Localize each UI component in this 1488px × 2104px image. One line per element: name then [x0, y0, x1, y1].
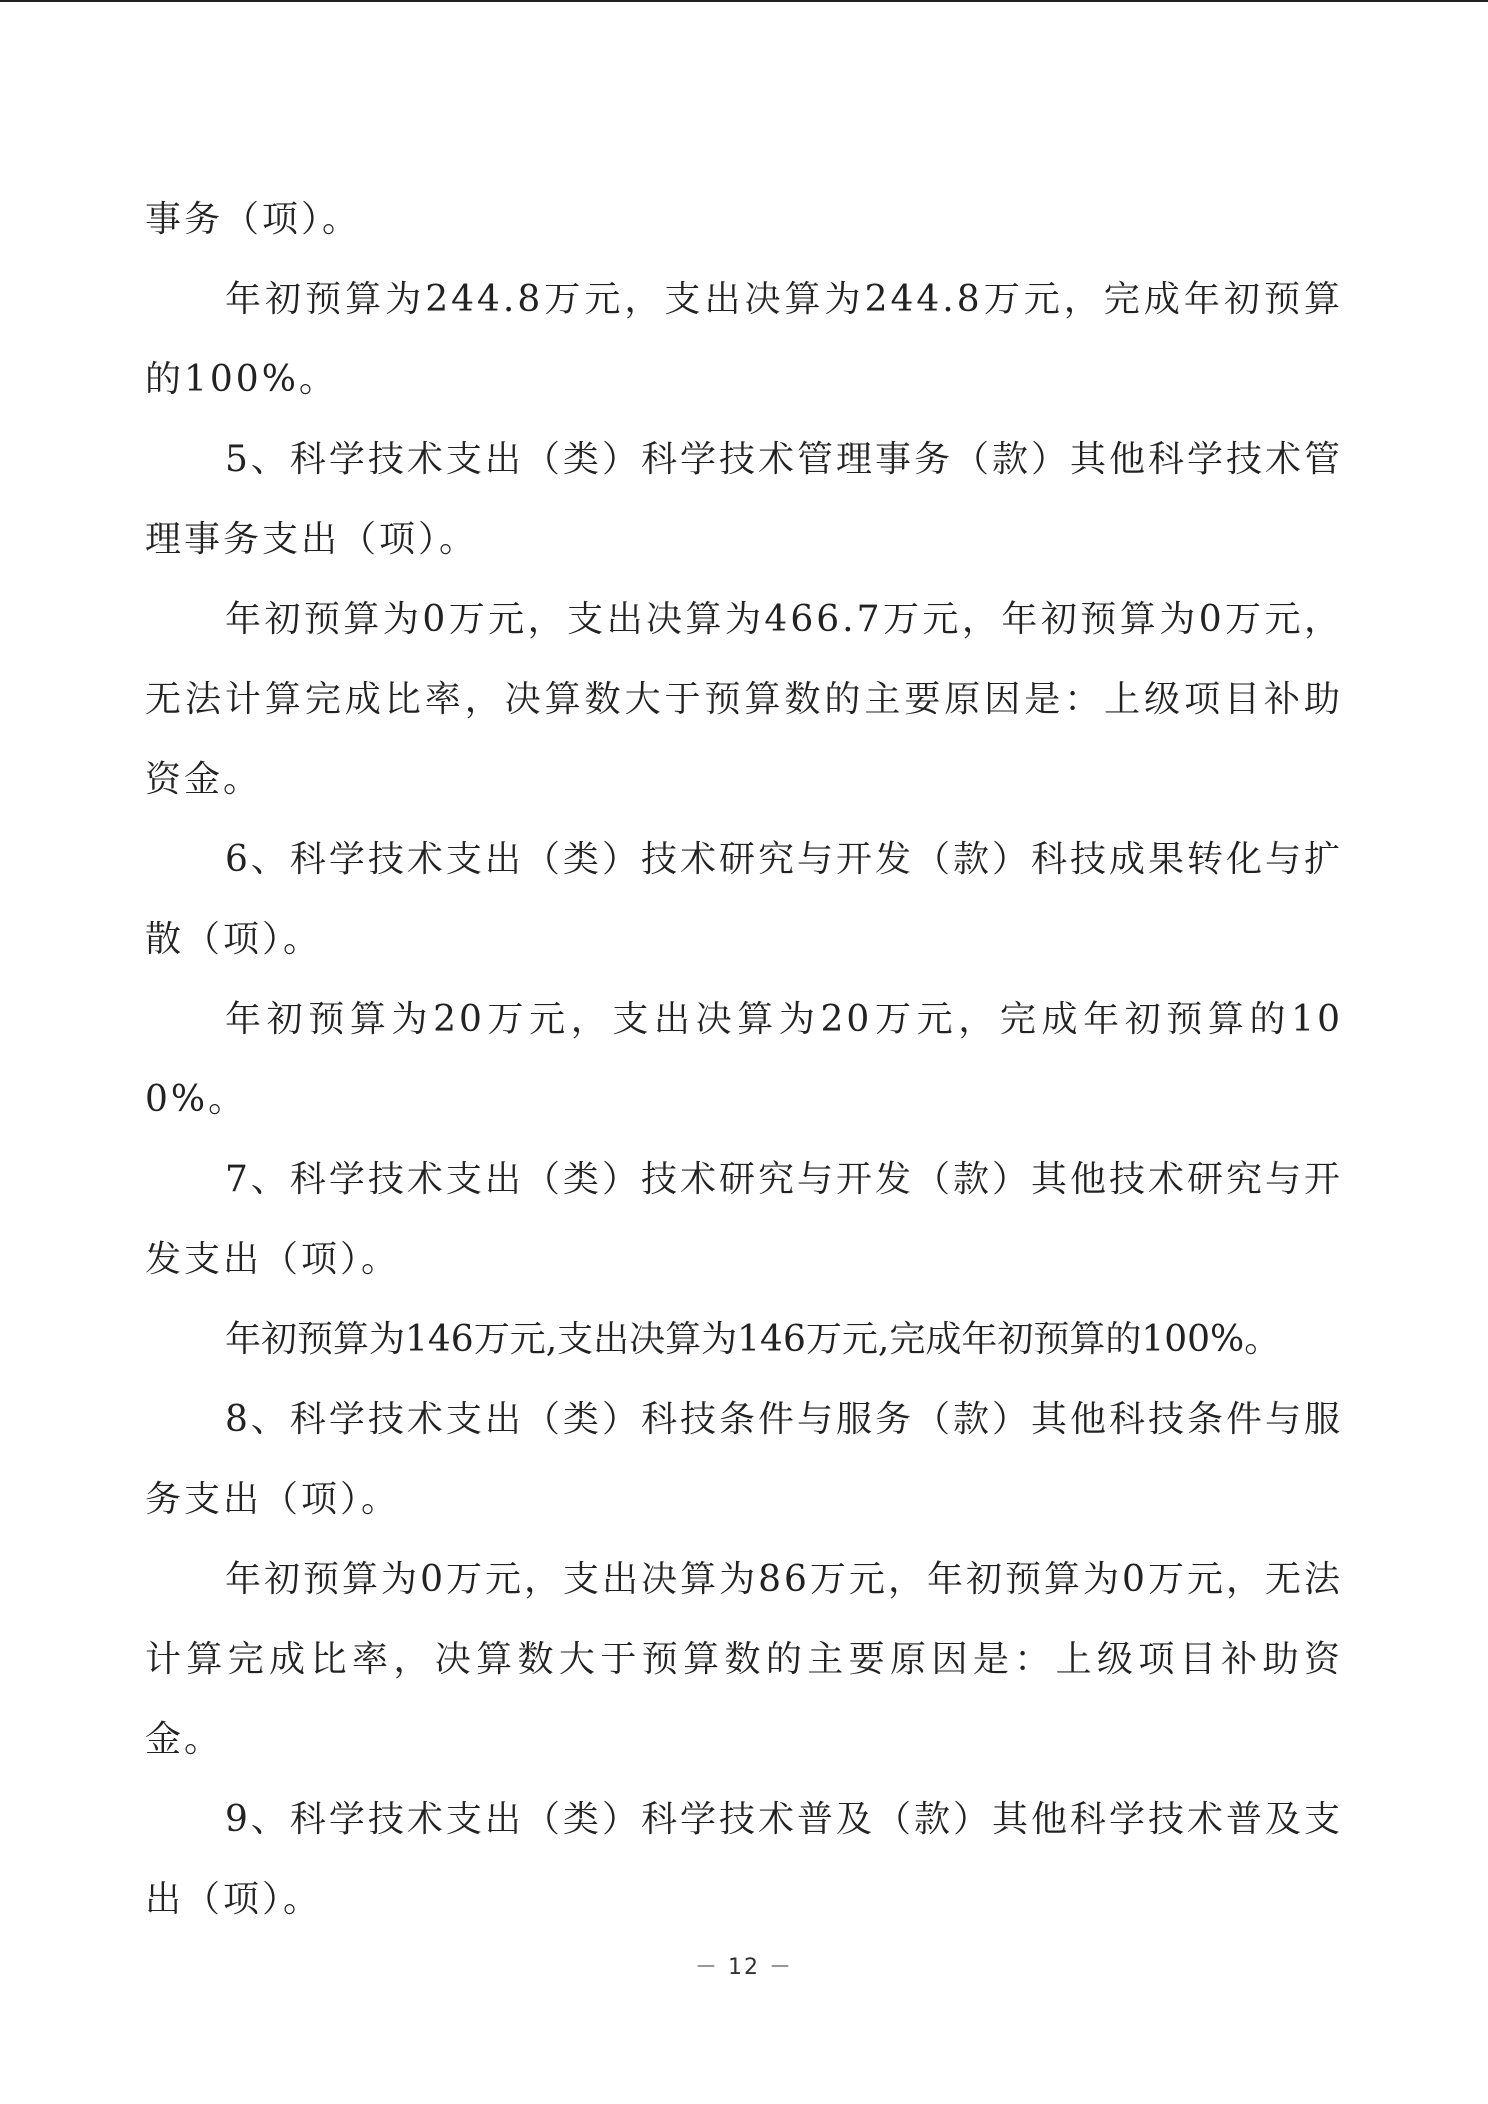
paragraph-budget-item-5: 年初预算为0万元，支出决算为466.7万元，年初预算为0万元，无法计算完成比率，决算数大于预算数的主要原因是：上级项目补助资金。: [145, 599, 1343, 800]
paragraph-continuation: 事务（项）。: [145, 199, 362, 240]
paragraph-heading-item-5: 5、科学技术支出（类）科学技术管理事务（款）其他科学技术管理事务支出（项）。: [145, 439, 1343, 560]
top-border-line: [0, 0, 1488, 2]
document-body: [145, 180, 1343, 1940]
paragraph-budget-item-8: 年初预算为0万元，支出决算为86万元，年初预算为0万元，无法计算完成比率，决算数大于预算数的主要原因是：上级项目补助资金。: [145, 1559, 1343, 1760]
page-number: － 12 －: [695, 1955, 793, 1980]
paragraph-budget-item-7: 年初预算为146万元,支出决算为146万元,完成年初预算的100%。: [225, 1319, 1281, 1360]
paragraph-heading-item-8: 8、科学技术支出（类）科技条件与服务（款）其他科技条件与服务支出（项）。: [145, 1399, 1343, 1520]
paragraph-heading-item-7: 7、科学技术支出（类）技术研究与开发（款）其他技术研究与开发支出（项）。: [145, 1159, 1343, 1280]
paragraph-heading-item-9: 9、科学技术支出（类）科学技术普及（款）其他科学技术普及支出（项）。: [145, 1799, 1343, 1920]
paragraph-budget-item-4: 年初预算为244.8万元，支出决算为244.8万元，完成年初预算的100%。: [145, 279, 1343, 400]
paragraph-heading-item-6: 6、科学技术支出（类）技术研究与开发（款）科技成果转化与扩散（项）。: [145, 839, 1343, 960]
paragraph-budget-item-6: 年初预算为20万元，支出决算为20万元，完成年初预算的100%。: [145, 999, 1343, 1120]
